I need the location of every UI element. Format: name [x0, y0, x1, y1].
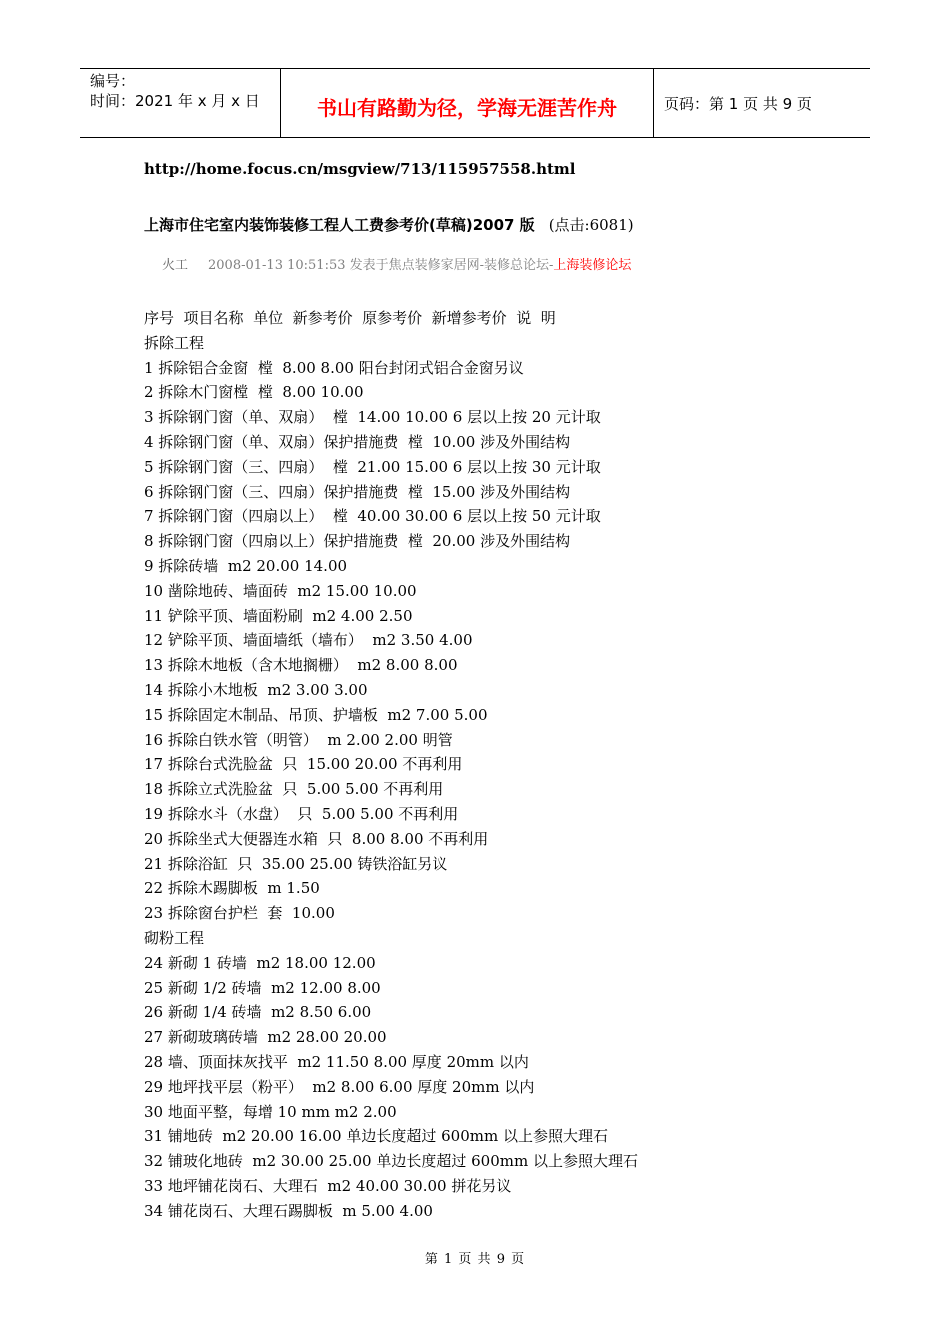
price-list-line: 15 拆除固定木制品、吊顶、护墙板 m2 7.00 5.00	[144, 705, 488, 724]
header-page-label: 页码：第 1 页 共 9 页	[664, 95, 812, 113]
price-list-line: 19 拆除水斗（水盘） 只 5.00 5.00 不再利用	[144, 804, 459, 823]
price-list-line: 拆除工程	[144, 333, 205, 352]
price-list-line: 21 拆除浴缸 只 35.00 25.00 铸铁浴缸另议	[144, 854, 448, 873]
article-title	[144, 214, 634, 235]
price-list-line: 5 拆除钢门窗（三、四扇） 樘 21.00 15.00 6 层以上按 30 元计取	[144, 457, 601, 476]
page-footer: 第 1 页 共 9 页	[424, 1252, 526, 1267]
price-list-line: 6 拆除钢门窗（三、四扇）保护措施费 樘 15.00 涉及外围结构	[144, 482, 571, 501]
price-list-line: 9 拆除砖墙 m2 20.00 14.00	[144, 556, 348, 575]
price-list-line: 8 拆除钢门窗（四扇以上）保护措施费 樘 20.00 涉及外围结构	[144, 532, 571, 551]
article-title-main: 上海市住宅室内装饰装修工程人工费参考价(草稿)2007 版	[144, 216, 535, 234]
price-list-line: 22 拆除木踢脚板 m 1.50	[144, 879, 320, 898]
price-list-line: 12 铲除平顶、墙面墙纸（墙布） m2 3.50 4.00	[144, 631, 473, 650]
price-list-line: 26 新砌 1/4 砖墙 m2 8.50 6.00	[144, 1003, 372, 1022]
header-page-cell	[654, 69, 870, 137]
price-list-line: 23 拆除窗台护栏 套 10.00	[144, 904, 335, 923]
header-number-label: 编号：	[90, 72, 136, 90]
price-list-line: 25 新砌 1/2 砖墙 m2 12.00 8.00	[144, 978, 381, 997]
price-list-line: 17 拆除台式洗脸盆 只 15.00 20.00 不再利用	[144, 755, 463, 774]
price-list-line: 序号 项目名称 单位 新参考价 原参考价 新增参考价 说 明	[144, 309, 556, 327]
price-list-line: 32 铺玻化地砖 m2 30.00 25.00 单边长度超过 600mm 以上参照大理石	[144, 1152, 638, 1171]
header-time-label: 时间：2021 年 x 月 x 日	[90, 92, 260, 110]
post-date-source: 2008-01-13 10:51:53 发表于焦点装修家居网-装修总论坛-	[208, 258, 554, 273]
price-list-line: 14 拆除小木地板 m2 3.00 3.00	[144, 680, 368, 699]
post-meta	[162, 254, 631, 273]
header-motto-cell	[281, 69, 654, 137]
price-list-line: 11 铲除平顶、墙面粉刷 m2 4.00 2.50	[144, 606, 413, 625]
source-url: http://home.focus.cn/msgview/713/115957558.html	[144, 160, 576, 178]
price-list-line: 2 拆除木门窗樘 樘 8.00 10.00	[144, 383, 364, 402]
price-list-line: 3 拆除钢门窗（单、双扇） 樘 14.00 10.00 6 层以上按 20 元计取	[144, 408, 601, 427]
price-list-line: 29 地坪找平层（粉平） m2 8.00 6.00 厚度 20mm 以内	[144, 1077, 535, 1096]
click-count: (点击:6081)	[548, 216, 634, 234]
price-list-line: 18 拆除立式洗脸盆 只 5.00 5.00 不再利用	[144, 780, 444, 799]
price-list-line: 33 地坪铺花岗石、大理石 m2 40.00 30.00 拼花另议	[144, 1176, 512, 1195]
price-list	[144, 306, 638, 1223]
price-list-line: 34 铺花岗石、大理石踢脚板 m 5.00 4.00	[144, 1201, 433, 1220]
price-list-line: 24 新砌 1 砖墙 m2 18.00 12.00	[144, 953, 376, 972]
price-list-line: 31 铺地砖 m2 20.00 16.00 单边长度超过 600mm 以上参照大理石	[144, 1127, 608, 1146]
price-list-line: 10 凿除地砖、墙面砖 m2 15.00 10.00	[144, 581, 417, 600]
price-list-line: 砌粉工程	[144, 928, 205, 947]
header-info-cell	[80, 69, 281, 137]
price-list-line: 28 墙、顶面抹灰找平 m2 11.50 8.00 厚度 20mm 以内	[144, 1052, 529, 1071]
price-list-line: 1 拆除铝合金窗 樘 8.00 8.00 阳台封闭式铝合金窗另议	[144, 358, 524, 377]
price-list-line: 13 拆除木地板（含木地搁栅） m2 8.00 8.00	[144, 656, 458, 675]
post-author: 火工	[162, 258, 189, 273]
price-list-line: 20 拆除坐式大便器连水箱 只 8.00 8.00 不再利用	[144, 829, 489, 848]
header-motto: 书山有路勤为径，学海无涯苦作舟	[317, 96, 617, 120]
price-list-line: 4 拆除钢门窗（单、双扇）保护措施费 樘 10.00 涉及外围结构	[144, 432, 571, 451]
price-list-line: 7 拆除钢门窗（四扇以上） 樘 40.00 30.00 6 层以上按 50 元计取	[144, 507, 601, 526]
price-list-line: 16 拆除白铁水管（明管） m 2.00 2.00 明管	[144, 730, 453, 749]
price-list-line: 27 新砌玻璃砖墙 m2 28.00 20.00	[144, 1028, 387, 1047]
price-list-line: 30 地面平整，每增 10 mm m2 2.00	[144, 1102, 397, 1121]
forum-link[interactable]: 上海装修论坛	[553, 258, 632, 273]
document-header	[80, 68, 870, 138]
